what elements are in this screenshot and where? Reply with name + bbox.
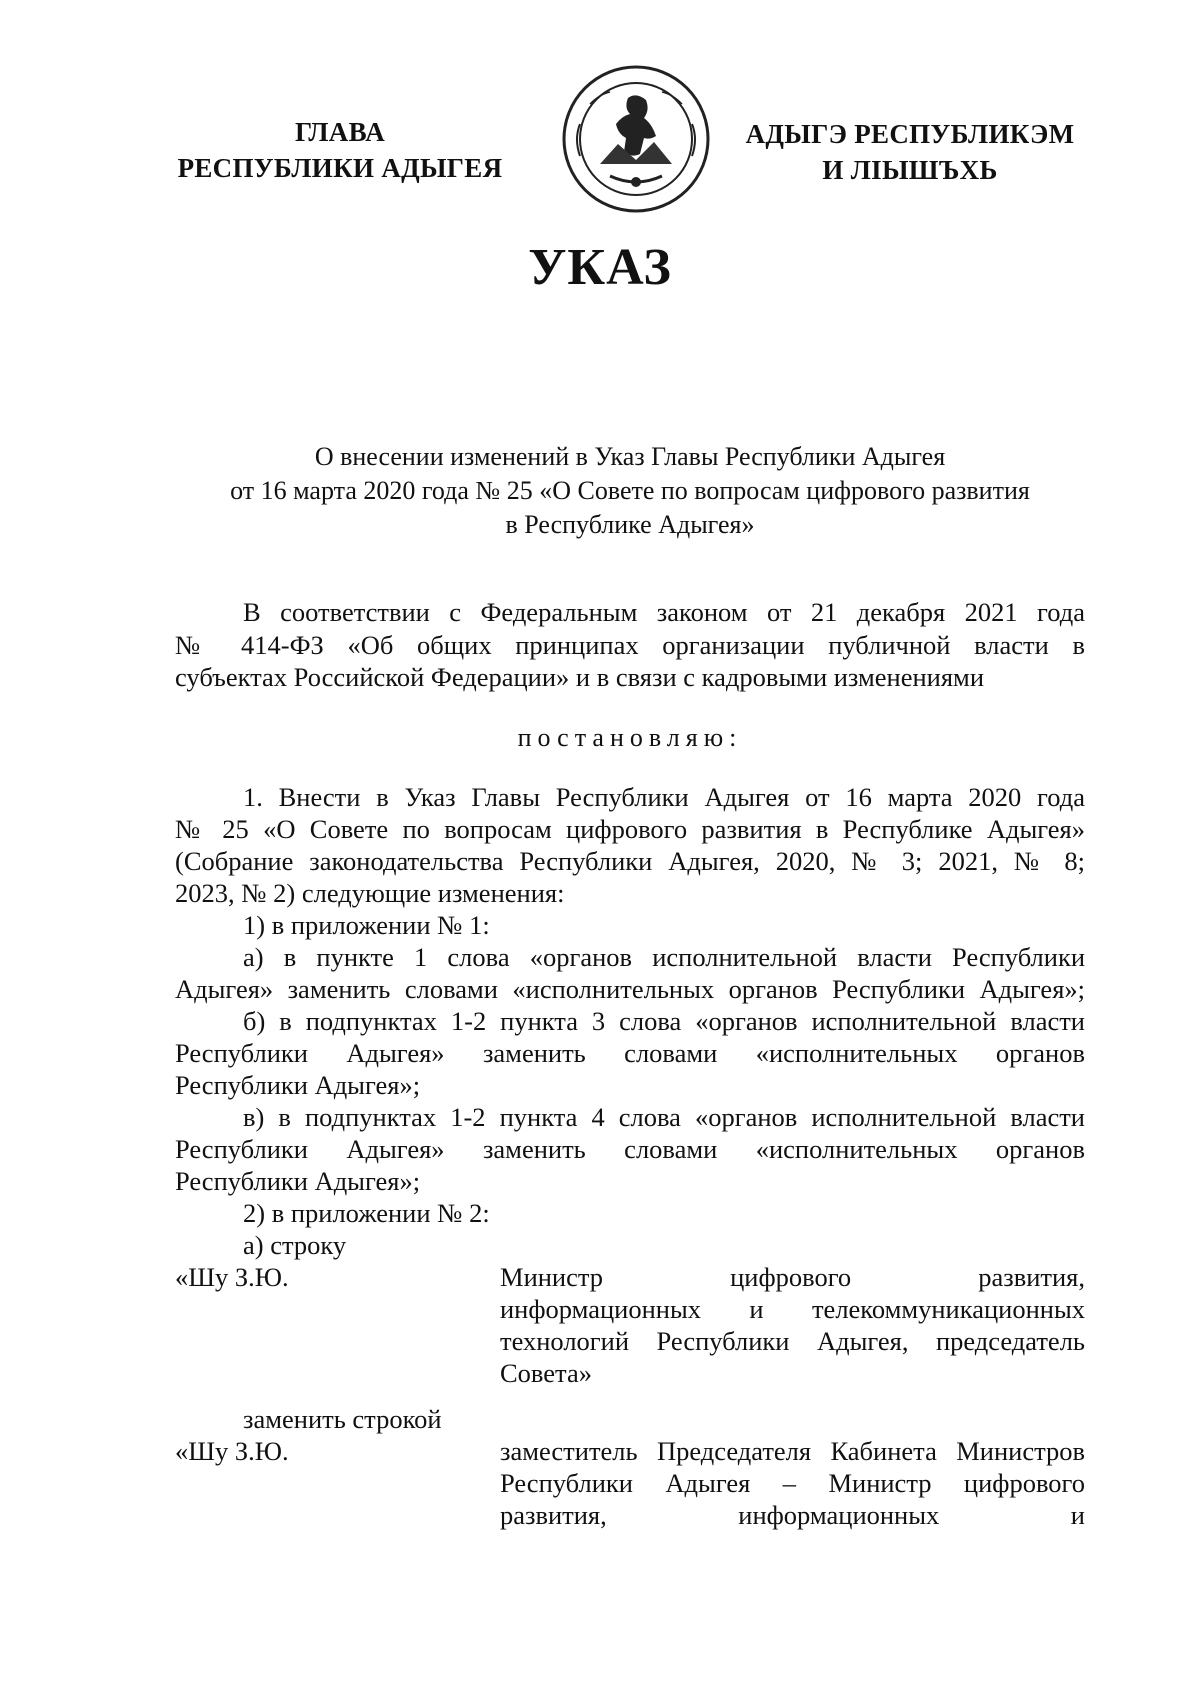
item1-line-3: (Собрание законодательства Республики Адыгея, 2020, № 3; 2021, № 8; xyxy=(175,846,1085,876)
sub1a-line-1: а) в пункте 1 слова «органов исполнительной власти Республики xyxy=(243,942,1085,972)
sub1b-line-1: б) в подпунктах 1-2 пункта 3 слова «органов исполнительной власти xyxy=(243,1006,1085,1036)
row-new-position-3: развития, информационных и xyxy=(500,1500,1085,1530)
preamble-line-3: субъектах Российской Федерации» и в связи с кадровыми изменениями xyxy=(175,662,985,692)
decree-word: постановляю: xyxy=(517,723,743,752)
sub2a-heading: а) строку xyxy=(243,1230,347,1260)
row-new-name: «Шу З.Ю. xyxy=(175,1436,289,1466)
row-old-position-1: Министр цифрового развития, xyxy=(500,1262,1085,1292)
header-left-line-1: ГЛАВА xyxy=(294,117,386,147)
header-right-line-1: АДЫГЭ РЕСПУБЛИКЭМ xyxy=(745,119,1075,149)
title-line-1: О внесении изменений в Указ Главы Республики Адыгея xyxy=(314,442,946,471)
replace-label: заменить строкой xyxy=(243,1404,442,1434)
row-old-position-3: технологий Республики Адыгея, председатель xyxy=(500,1326,1085,1356)
preamble-line-1: В соответствии с Федеральным законом от 21 декабря 2021 года xyxy=(243,597,1085,627)
row-new-position-2: Республики Адыгея – Министр цифрового xyxy=(500,1468,1085,1498)
item1-line-2: № 25 «О Совете по вопросам цифрового развития в Республике Адыгея» xyxy=(175,814,1085,844)
title-line-2: от 16 марта 2020 года № 25 «О Совете по вопросам цифрового развития xyxy=(230,476,1030,505)
sub1-heading: 1) в приложении № 1: xyxy=(243,910,490,940)
row-old-position-2: информационных и телекоммуникационных xyxy=(500,1294,1085,1324)
row-old-position-4: Совета» xyxy=(500,1358,592,1388)
sub1a-line-2: Адыгея» заменить словами «исполнительных органов Республики Адыгея»; xyxy=(175,974,1085,1004)
document-type: УКАЗ xyxy=(528,239,672,296)
sub1c-line-2: Республики Адыгея» заменить словами «исполнительных органов xyxy=(175,1134,1085,1164)
emblem-icon xyxy=(560,64,712,214)
sub2-heading: 2) в приложении № 2: xyxy=(243,1198,490,1228)
sub1c-line-3: Республики Адыгея»; xyxy=(175,1166,421,1196)
sub1c-line-1: в) в подпунктах 1-2 пункта 4 слова «органов исполнительной власти xyxy=(243,1102,1085,1132)
sub1b-line-2: Республики Адыгея» заменить словами «исполнительных органов xyxy=(175,1038,1085,1068)
row-old-name: «Шу З.Ю. xyxy=(175,1262,289,1292)
item1-line-4: 2023, № 2) следующие изменения: xyxy=(175,878,565,908)
title-line-3: в Республике Адыгея» xyxy=(505,510,755,539)
header-left xyxy=(160,114,520,186)
row-new-position-1: заместитель Председателя Кабинета Министров xyxy=(500,1436,1085,1466)
preamble-line-2: № 414-ФЗ «Об общих принципах организации публичной власти в xyxy=(175,630,1085,660)
item1-line-1: 1. Внести в Указ Главы Республики Адыгея от 16 марта 2020 года xyxy=(243,782,1085,812)
coat-of-arms-emblem xyxy=(560,64,712,214)
header-right xyxy=(730,116,1090,188)
header-left-line-2: РЕСПУБЛИКИ АДЫГЕЯ xyxy=(177,153,503,183)
header-right-line-2: И ЛІЫШЪХЬ xyxy=(822,155,998,185)
sub1b-line-3: Республики Адыгея»; xyxy=(175,1070,421,1100)
